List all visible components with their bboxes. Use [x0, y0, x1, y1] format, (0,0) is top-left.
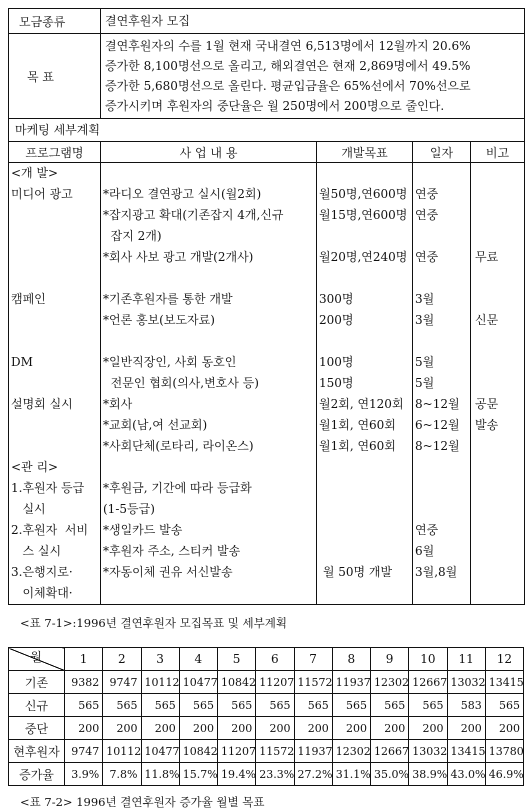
plan-line: 8~12월 [415, 397, 460, 411]
plan-header-row [9, 142, 525, 163]
table-cell: 565 [141, 694, 179, 717]
table-cell: 15.7% [179, 763, 217, 786]
plan-line: <개 발> [11, 166, 59, 180]
row-label: 현후원자 [9, 740, 65, 763]
plan-line: 설명회 실시 [11, 397, 73, 411]
plan-line [471, 205, 524, 226]
plan-line: 월2회, 연120회 [319, 397, 404, 411]
table-cell: 9747 [103, 671, 141, 694]
table-cell: 11.8% [141, 763, 179, 786]
plan-line: *후원금, 기간에 따라 등급화 [103, 481, 252, 495]
goal-label: 목 표 [9, 34, 101, 119]
plan-line [471, 478, 524, 499]
month-header: 12 [485, 648, 523, 671]
plan-line [471, 352, 524, 373]
table-cell: 9382 [65, 671, 103, 694]
table-cell: 13415 [485, 671, 523, 694]
plan-line [9, 436, 100, 457]
table-cell: 200 [141, 717, 179, 740]
plan-line: *잡지광고 확대(기존잡지 4개,신규 [103, 208, 284, 222]
plan-line: 3월,8월 [415, 565, 458, 579]
table-cell: 10112 [103, 740, 141, 763]
plan-line [413, 268, 470, 289]
plan-line: 3월 [415, 313, 435, 327]
plan-line [413, 457, 470, 478]
table-row [9, 763, 524, 786]
plan-line [317, 541, 412, 562]
plan-line [471, 331, 524, 352]
date-column [413, 163, 471, 605]
table-cell: 12667 [409, 671, 447, 694]
table-caption-2: <표 7-2> 1996년 결연후원자 증가율 월별 목표 [20, 795, 265, 809]
month-header: 2 [103, 648, 141, 671]
table-cell: 31.1% [332, 763, 370, 786]
header-note: 비고 [471, 142, 525, 163]
plan-line: *사회단체(로타리, 라이온스) [103, 439, 254, 453]
fund-type-value: 결연후원자 모집 [101, 9, 525, 34]
month-header: 3 [141, 648, 179, 671]
plan-line [471, 541, 524, 562]
target-column [317, 163, 413, 605]
plan-line [317, 478, 412, 499]
plan-line [471, 562, 524, 583]
row-label: 중단 [9, 717, 65, 740]
plan-line [317, 499, 412, 520]
plan-line [471, 457, 524, 478]
plan-line: 300명 [319, 292, 354, 306]
plan-line [9, 331, 100, 352]
month-header: 10 [409, 648, 447, 671]
plan-line: 스 실시 [11, 544, 62, 558]
table-cell: 9747 [65, 740, 103, 763]
plan-line: 공문 [475, 397, 499, 411]
table-cell: 200 [485, 717, 523, 740]
table-cell: 565 [179, 694, 217, 717]
program-column [9, 163, 101, 605]
table-row [9, 717, 524, 740]
table-cell: 200 [218, 717, 256, 740]
plan-line [413, 163, 470, 184]
plan-line: 8~12월 [415, 439, 460, 453]
plan-line: *교회(남,여 선교회) [103, 418, 208, 432]
plan-line [471, 184, 524, 205]
plan-line: 신문 [475, 313, 499, 327]
plan-line [413, 331, 470, 352]
table-cell: 200 [409, 717, 447, 740]
plan-line: 연중 [415, 187, 439, 201]
month-header: 5 [218, 648, 256, 671]
table-cell: 13032 [447, 671, 485, 694]
goal-line: 증가시키며 후원자의 중단율은 월 250명에서 200명으로 줄인다. [105, 99, 445, 113]
plan-line: 5월 [415, 355, 435, 369]
plan-line: 캠페인 [11, 292, 46, 306]
plan-line: <관 리> [11, 460, 59, 474]
plan-line: 월20명,연240명 [319, 250, 408, 264]
plan-line: 6~12월 [415, 418, 460, 432]
table-cell: 565 [294, 694, 332, 717]
table-cell: 3.9% [65, 763, 103, 786]
plan-line [471, 520, 524, 541]
table-row [9, 740, 524, 763]
table-cell: 12667 [371, 740, 409, 763]
plan-line [317, 226, 412, 247]
goal-line: 결연후원자의 수를 1월 현재 국내결연 6,513명에서 12월까지 20.6% [105, 39, 471, 53]
goal-text [101, 34, 525, 119]
plan-line: 6월 [415, 544, 435, 558]
table-cell: 565 [332, 694, 370, 717]
goal-line: 증가한 5,680명선으로 올린다. 평균입금율은 65%선에서 70%선으로 [105, 79, 471, 93]
plan-line [317, 520, 412, 541]
plan-line: DM [11, 355, 33, 369]
table-cell: 12302 [371, 671, 409, 694]
plan-line [101, 457, 316, 478]
table-cell: 10477 [141, 740, 179, 763]
header-content: 사 업 내 용 [101, 142, 317, 163]
plan-line: 전문인 협회(의사,변호사 등) [103, 376, 259, 390]
plan-line [9, 415, 100, 436]
note-column [471, 163, 525, 605]
plan-line: 3월 [415, 292, 435, 306]
plan-line [317, 583, 412, 604]
plan-line: *자동이체 권유 서신발송 [103, 565, 233, 579]
month-header: 8 [332, 648, 370, 671]
table-cell: 38.9% [409, 763, 447, 786]
plan-line: 5월 [415, 376, 435, 390]
plan-line: *언론 홍보(보도자료) [103, 313, 215, 327]
fund-type-label: 모금종류 [9, 9, 101, 34]
month-header: 11 [447, 648, 485, 671]
table-cell: 565 [371, 694, 409, 717]
row-label: 신규 [9, 694, 65, 717]
table-cell: 11572 [256, 740, 294, 763]
monthly-target-table [8, 647, 524, 786]
month-header: 1 [65, 648, 103, 671]
plan-line: *생일카드 발송 [103, 523, 183, 537]
table-cell: 10842 [218, 671, 256, 694]
plan-line: *회사 [103, 397, 133, 411]
table-cell: 35.0% [371, 763, 409, 786]
plan-line [101, 268, 316, 289]
plan-line: *기존후원자를 통한 개발 [103, 292, 233, 306]
plan-line [471, 163, 524, 184]
plan-line: (1-5등급) [103, 502, 155, 516]
table-cell: 565 [218, 694, 256, 717]
table-cell: 7.8% [103, 763, 141, 786]
table-cell: 565 [409, 694, 447, 717]
table-cell: 200 [447, 717, 485, 740]
plan-line [317, 457, 412, 478]
month-header: 4 [179, 648, 217, 671]
table-row [9, 671, 524, 694]
plan-line [101, 163, 316, 184]
plan-line: 1.후원자 등급 [11, 481, 85, 495]
month-header: 6 [256, 648, 294, 671]
table-cell: 19.4% [218, 763, 256, 786]
plan-line [9, 268, 100, 289]
plan-line: 200명 [319, 313, 354, 327]
table-cell: 200 [371, 717, 409, 740]
plan-line: 미디어 광고 [11, 187, 73, 201]
section-title: 마케팅 세부계획 [9, 119, 525, 142]
table-cell: 11937 [294, 740, 332, 763]
table-cell: 11572 [294, 671, 332, 694]
plan-line [9, 226, 100, 247]
plan-line: 월1회, 연60회 [319, 439, 396, 453]
plan-line: *후원자 주소, 스티커 발송 [103, 544, 241, 558]
month-header: 9 [371, 648, 409, 671]
plan-line: 150명 [319, 376, 354, 390]
plan-line: 3.은행지로· [11, 565, 73, 579]
plan-line [317, 163, 412, 184]
table-cell: 565 [65, 694, 103, 717]
plan-line [9, 373, 100, 394]
plan-line: 연중 [415, 208, 439, 222]
row-label: 증가율 [9, 763, 65, 786]
plan-line: 이체확대· [11, 586, 73, 600]
table-cell: 565 [256, 694, 294, 717]
table-cell: 13032 [409, 740, 447, 763]
recruitment-plan-table [8, 8, 525, 605]
plan-line [471, 289, 524, 310]
plan-line [9, 310, 100, 331]
plan-line [471, 436, 524, 457]
table-cell: 10477 [179, 671, 217, 694]
plan-line [471, 583, 524, 604]
table-cell: 11937 [332, 671, 370, 694]
month-header-row [9, 648, 524, 671]
row-label: 기존 [9, 671, 65, 694]
plan-line: 실시 [11, 502, 46, 516]
table-cell: 13780 [485, 740, 523, 763]
table-cell: 13415 [447, 740, 485, 763]
table-cell: 23.3% [256, 763, 294, 786]
goal-line: 증가한 8,100명선으로 올리고, 해외결연은 현재 2,869명에서 49.5% [105, 59, 471, 73]
header-program: 프로그램명 [9, 142, 101, 163]
table-cell: 12302 [332, 740, 370, 763]
plan-line [413, 478, 470, 499]
plan-line [317, 331, 412, 352]
table-cell: 11207 [218, 740, 256, 763]
plan-line: 발송 [475, 418, 499, 432]
table-cell: 43.0% [447, 763, 485, 786]
plan-line: 잡지 2개) [103, 229, 162, 243]
table-cell: 11207 [256, 671, 294, 694]
plan-line: 연중 [415, 250, 439, 264]
month-header: 7 [294, 648, 332, 671]
plan-line: 무료 [475, 250, 499, 264]
plan-line: *일반직장인, 사회 동호인 [103, 355, 237, 369]
plan-line [471, 373, 524, 394]
plan-line: *라디오 결연광고 실시(월2회) [103, 187, 262, 201]
plan-line [101, 583, 316, 604]
plan-line: 2.후원자 서비 [11, 523, 89, 537]
plan-line: 연중 [415, 523, 439, 537]
plan-line: 월1회, 연60회 [319, 418, 396, 432]
table-cell: 27.2% [294, 763, 332, 786]
table-cell: 200 [256, 717, 294, 740]
plan-line [471, 226, 524, 247]
table-caption-1: <표 7-1>:1996년 결연후원자 모집목표 및 세부계획 [20, 616, 287, 630]
plan-line [413, 499, 470, 520]
plan-line [101, 331, 316, 352]
plan-line: 월50명,연600명 [319, 187, 408, 201]
header-target: 개발목표 [317, 142, 413, 163]
plan-line [471, 499, 524, 520]
table-cell: 565 [103, 694, 141, 717]
table-cell: 46.9% [485, 763, 523, 786]
table-cell: 200 [332, 717, 370, 740]
corner-cell: 월 [9, 648, 65, 671]
table-cell: 200 [179, 717, 217, 740]
plan-line: 월15명,연600명 [319, 208, 408, 222]
table-cell: 583 [447, 694, 485, 717]
table-cell: 10112 [141, 671, 179, 694]
plan-line: 월 50명 개발 [319, 565, 393, 579]
plan-line [413, 583, 470, 604]
table-cell: 200 [294, 717, 332, 740]
table-cell: 565 [485, 694, 523, 717]
content-column [101, 163, 317, 605]
plan-line [9, 205, 100, 226]
table-cell: 10842 [179, 740, 217, 763]
plan-line [413, 226, 470, 247]
plan-line [317, 268, 412, 289]
table-cell: 200 [65, 717, 103, 740]
plan-line: *회사 사보 광고 개발(2개사) [103, 250, 254, 264]
document-page [8, 8, 524, 810]
plan-line: 100명 [319, 355, 354, 369]
table-cell: 200 [103, 717, 141, 740]
plan-line [9, 247, 100, 268]
header-date: 일자 [413, 142, 471, 163]
table-row [9, 694, 524, 717]
plan-line [471, 268, 524, 289]
